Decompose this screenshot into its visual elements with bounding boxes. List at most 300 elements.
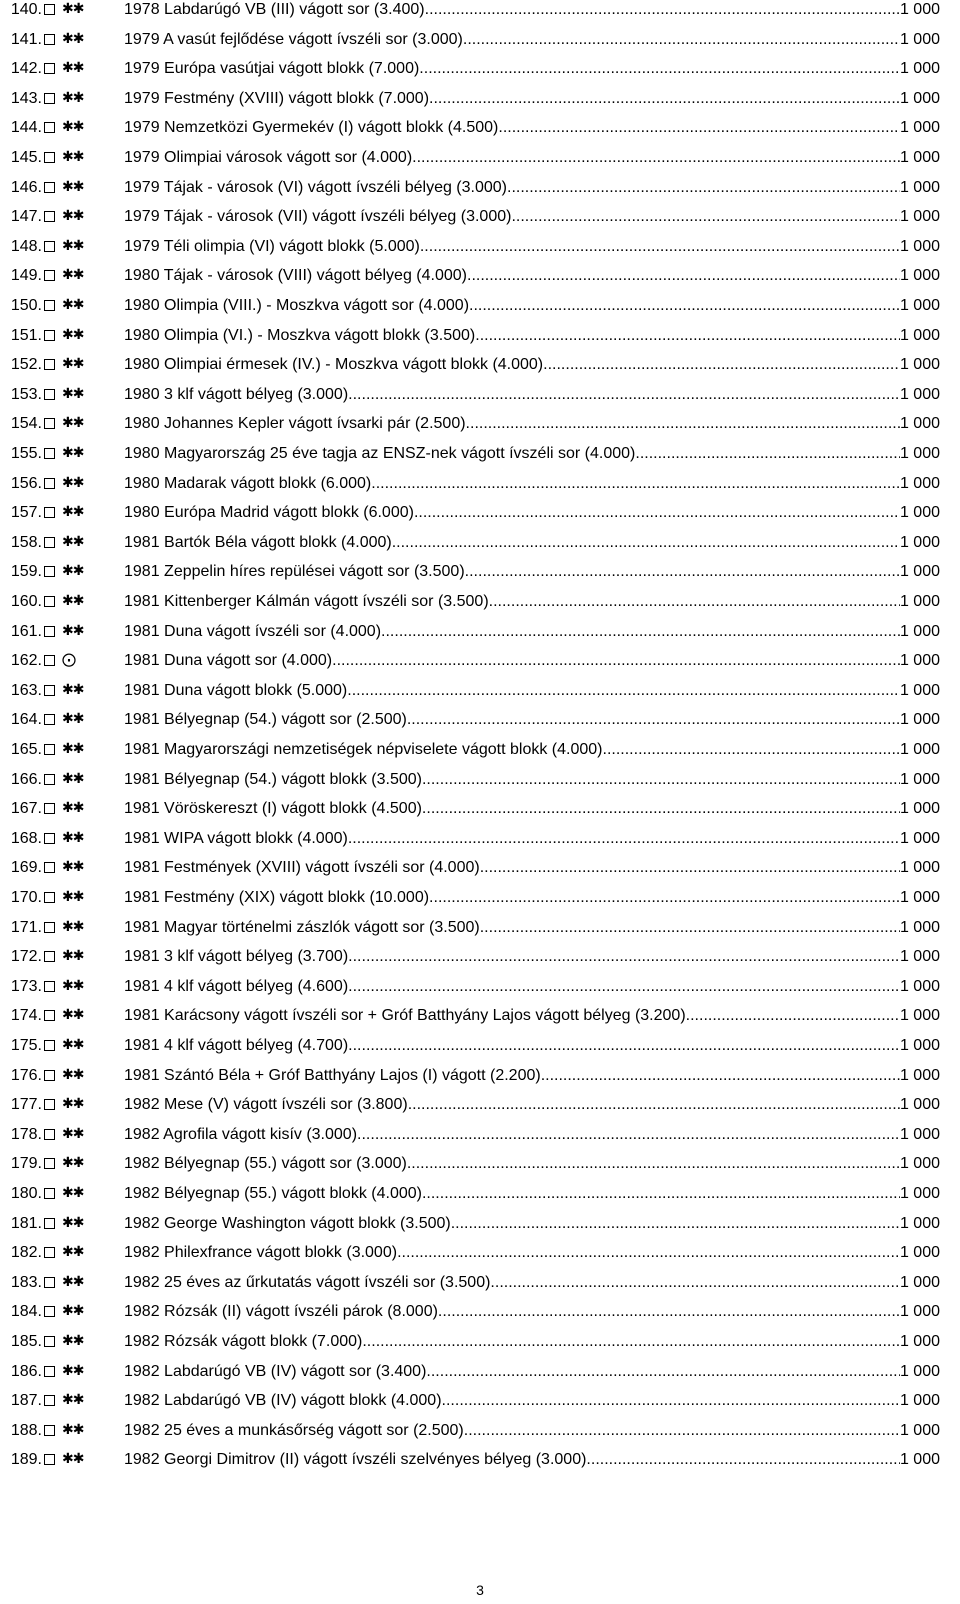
item-description: 1980 3 klf vágott bélyeg (3.000)	[124, 385, 349, 403]
item-description: 1981 Festmények (XVIII) vágott ívszéli sor (4.000)	[124, 859, 480, 877]
item-number: 156.	[10, 474, 42, 492]
item-number: 152.	[10, 356, 42, 374]
list-item	[0, 0, 960, 30]
item-line	[124, 1066, 940, 1086]
item-price: 1 000	[899, 770, 940, 788]
item-description: 1980 Európa Madrid vágott blokk (6.000)	[124, 504, 414, 522]
dot-leader	[442, 1391, 900, 1411]
item-description: 1982 Agrofila vágott kisív (3.000)	[124, 1125, 358, 1143]
item-price: 1 000	[899, 1333, 940, 1350]
dot-leader	[480, 858, 900, 878]
item-price: 1 000	[899, 297, 940, 314]
condition-icon: ✱✱	[62, 889, 84, 905]
item-number: 160.	[10, 593, 42, 610]
item-price: 1 000	[899, 1096, 940, 1114]
checkbox-icon	[44, 1425, 55, 1436]
dot-leader	[465, 562, 900, 582]
item-line	[124, 681, 940, 701]
condition-icon: ✱✱	[62, 267, 84, 284]
condition-icon: ✱✱	[62, 593, 84, 609]
dot-leader	[464, 1421, 900, 1441]
checkbox-icon	[44, 537, 55, 548]
item-number: 151.	[10, 326, 42, 344]
item-number: 146.	[10, 178, 42, 196]
item-price: 1 000	[899, 1125, 940, 1143]
checkbox-icon	[44, 714, 55, 725]
condition-icon: ✱✱	[62, 237, 84, 254]
item-description: 1979 Tájak - városok (VI) vágott ívszéli bélyeg (3.000)	[124, 178, 507, 196]
condition-icon: ✱✱	[62, 60, 84, 77]
dot-leader	[357, 1125, 900, 1145]
checkbox-icon	[44, 1454, 55, 1465]
item-description: 1982 Mese (V) vágott ívszéli sor (3.800)	[124, 1096, 408, 1114]
item-description: 1981 Duna vágott ívszéli sor (4.000)	[124, 622, 382, 640]
dot-leader	[586, 1450, 900, 1470]
item-description: 1982 Philexfrance vágott blokk (3.000)	[124, 1244, 398, 1262]
checkbox-icon	[44, 833, 55, 844]
item-price: 1 000	[899, 504, 940, 522]
item-price: 1 000	[899, 1303, 940, 1321]
item-number: 189.	[10, 1451, 42, 1469]
condition-icon: ✱✱	[62, 1244, 84, 1261]
checkbox-icon	[44, 951, 55, 962]
checkbox-icon	[44, 418, 55, 429]
checkbox-icon	[44, 1218, 55, 1229]
item-number: 187.	[10, 1392, 42, 1410]
condition-icon: ✱✱	[62, 149, 84, 165]
item-number: 169.	[10, 859, 42, 877]
item-price: 1 000	[899, 1214, 940, 1232]
condition-icon: ✱✱	[62, 30, 84, 47]
condition-icon: ✱✱	[62, 859, 84, 876]
list-item	[0, 681, 960, 711]
list-item	[0, 710, 960, 740]
item-number: 172.	[10, 948, 42, 966]
condition-icon: ✱✱	[62, 297, 84, 313]
item-price: 1 000	[899, 563, 940, 581]
item-number: 158.	[10, 533, 42, 551]
dot-leader	[467, 266, 900, 286]
item-line	[124, 89, 940, 109]
item-description: 1978 Labdarúgó VB (III) vágott sor (3.400)	[124, 1, 425, 18]
item-line	[124, 355, 940, 375]
checkbox-icon	[44, 1247, 55, 1258]
condition-icon: ✱✱	[62, 711, 84, 728]
item-line	[124, 296, 940, 316]
item-price: 1 000	[899, 119, 940, 137]
dot-leader	[635, 444, 900, 464]
item-line	[124, 1421, 940, 1441]
checkbox-icon	[44, 1277, 55, 1288]
item-number: 186.	[10, 1362, 42, 1380]
item-description: 1980 Olimpia (VI.) - Moszkva vágott blokk (3.500)	[124, 326, 476, 344]
item-number: 154.	[10, 415, 42, 433]
item-number: 142.	[10, 60, 42, 78]
item-price: 1 000	[899, 178, 940, 196]
dot-leader	[475, 326, 900, 346]
item-price: 1 000	[899, 415, 940, 433]
dot-leader	[347, 681, 900, 701]
item-description: 1982 Bélyegnap (55.) vágott sor (3.000)	[124, 1155, 407, 1173]
condition-icon: ✱✱	[62, 770, 84, 787]
item-line	[124, 1391, 940, 1411]
list-item	[0, 355, 960, 385]
checkbox-icon	[44, 478, 55, 489]
item-description: 1981 Bartók Béla vágott blokk (4.000)	[124, 533, 392, 551]
item-price: 1 000	[899, 474, 940, 492]
item-number: 181.	[10, 1214, 42, 1232]
item-description: 1979 Európa vasútjai vágott blokk (7.000)	[124, 60, 420, 78]
condition-icon: ✱✱	[62, 385, 84, 402]
condition-icon: ✱✱	[62, 1392, 84, 1409]
list-item	[0, 829, 960, 859]
item-price: 1 000	[899, 652, 940, 670]
dot-leader	[498, 118, 900, 138]
checkbox-icon	[44, 1070, 55, 1081]
dot-leader	[348, 947, 900, 967]
item-price: 1 000	[899, 977, 940, 995]
dot-leader	[348, 829, 900, 849]
item-price: 1 000	[899, 326, 940, 344]
item-line	[124, 385, 940, 405]
item-price: 1 000	[899, 918, 940, 936]
condition-icon: ⨀	[62, 652, 75, 669]
list-item	[0, 1450, 960, 1480]
item-number: 153.	[10, 385, 42, 403]
condition-icon: ✱✱	[62, 356, 84, 373]
item-number: 159.	[10, 563, 42, 581]
item-line	[124, 858, 940, 878]
item-number: 182.	[10, 1244, 42, 1262]
list-item	[0, 207, 960, 237]
checkbox-icon	[44, 1336, 55, 1347]
item-number: 170.	[10, 889, 42, 906]
item-description: 1981 Magyarországi nemzetiségek népviselete vágott blokk (4.000)	[124, 741, 603, 758]
item-price: 1 000	[899, 1421, 940, 1439]
list-item	[0, 444, 960, 474]
item-description: 1981 4 klf vágott bélyeg (4.600)	[124, 977, 349, 995]
item-line	[124, 918, 940, 938]
condition-icon: ✱✱	[62, 1185, 84, 1201]
item-description: 1979 Tájak - városok (VII) vágott ívszéli bélyeg (3.000)	[124, 208, 512, 226]
item-number: 143.	[10, 89, 42, 107]
list-item	[0, 770, 960, 800]
item-description: 1980 Olimpia (VIII.) - Moszkva vágott sor (4.000)	[124, 297, 470, 314]
item-number: 155.	[10, 445, 42, 462]
item-number: 184.	[10, 1303, 42, 1321]
dot-leader	[348, 1036, 900, 1056]
dot-leader	[422, 770, 900, 790]
list-item	[0, 1095, 960, 1125]
checkbox-icon	[44, 1040, 55, 1051]
item-line	[124, 947, 940, 967]
item-price: 1 000	[899, 60, 940, 78]
item-number: 171.	[10, 918, 42, 936]
item-description: 1981 Duna vágott sor (4.000)	[124, 652, 333, 670]
dot-leader	[392, 533, 900, 553]
item-price: 1 000	[899, 681, 940, 699]
list-item	[0, 622, 960, 652]
dot-leader	[420, 237, 900, 257]
checkbox-icon	[44, 152, 55, 163]
condition-icon: ✱✱	[62, 800, 84, 817]
dot-leader	[451, 1214, 900, 1234]
condition-icon: ✱✱	[62, 533, 84, 550]
item-number: 161.	[10, 622, 42, 640]
dot-leader	[429, 89, 900, 109]
condition-icon: ✱✱	[62, 415, 84, 432]
list-item	[0, 266, 960, 296]
checkbox-icon	[44, 241, 55, 252]
dot-leader	[348, 385, 900, 405]
item-line	[124, 474, 940, 494]
item-line	[124, 888, 940, 908]
item-description: 1981 Duna vágott blokk (5.000)	[124, 681, 348, 699]
dot-leader	[407, 1154, 900, 1174]
list-item	[0, 414, 960, 444]
item-line	[124, 59, 940, 79]
dot-leader	[541, 1066, 900, 1086]
condition-icon: ✱✱	[62, 1037, 84, 1053]
checkbox-icon	[44, 1395, 55, 1406]
dot-leader	[419, 59, 900, 79]
item-price: 1 000	[899, 859, 940, 877]
item-description: 1981 Bélyegnap (54.) vágott blokk (3.500)	[124, 770, 422, 788]
item-line	[124, 0, 940, 20]
item-line	[124, 1214, 940, 1234]
checkbox-icon	[44, 1099, 55, 1110]
condition-icon: ✱✱	[62, 1125, 84, 1142]
item-line	[124, 1006, 940, 1026]
checkbox-icon	[44, 1188, 55, 1199]
checkbox-icon	[44, 1010, 55, 1021]
checkbox-icon	[44, 1129, 55, 1140]
item-price: 1 000	[899, 741, 940, 758]
condition-icon: ✱✱	[62, 1096, 84, 1113]
item-price: 1 000	[899, 1244, 940, 1262]
list-item	[0, 888, 960, 918]
dot-leader	[426, 1362, 900, 1382]
checkbox-icon	[44, 744, 55, 755]
dot-leader	[407, 710, 900, 730]
checkbox-icon	[44, 685, 55, 696]
checkbox-icon	[44, 448, 55, 459]
dot-leader	[603, 740, 900, 760]
item-price: 1 000	[899, 1037, 940, 1054]
item-line	[124, 30, 940, 50]
checkbox-icon	[44, 596, 55, 607]
dot-leader	[480, 918, 900, 938]
dot-leader	[332, 651, 900, 671]
condition-icon: ✱✱	[62, 119, 84, 136]
item-line	[124, 207, 940, 227]
item-description: 1979 Olimpiai városok vágott sor (4.000)	[124, 149, 413, 166]
list-item	[0, 1421, 960, 1451]
item-number: 175.	[10, 1037, 42, 1054]
checkbox-icon	[44, 803, 55, 814]
checkbox-icon	[44, 389, 55, 400]
item-price: 1 000	[899, 800, 940, 818]
checkbox-icon	[44, 566, 55, 577]
item-number: 148.	[10, 237, 42, 255]
item-line	[124, 414, 940, 434]
condition-icon: ✱✱	[62, 1303, 84, 1320]
item-price: 1 000	[899, 356, 940, 374]
item-description: 1981 Szántó Béla + Gróf Batthyány Lajos (I) vágott (2.200)	[124, 1066, 541, 1084]
item-description: 1981 3 klf vágott bélyeg (3.700)	[124, 948, 349, 966]
item-line	[124, 1036, 940, 1056]
item-price: 1 000	[899, 267, 940, 285]
item-number: 140.	[10, 1, 42, 18]
item-line	[124, 829, 940, 849]
item-number: 173.	[10, 977, 42, 995]
item-line	[124, 1273, 940, 1293]
item-description: 1982 Rózsák vágott blokk (7.000)	[124, 1333, 363, 1350]
checkbox-icon	[44, 1366, 55, 1377]
dot-leader	[466, 414, 900, 434]
item-line	[124, 1125, 940, 1145]
condition-icon: ✱✱	[62, 1, 84, 17]
checkbox-icon	[44, 330, 55, 341]
dot-leader	[507, 178, 900, 198]
item-line	[124, 651, 940, 671]
item-price: 1 000	[899, 208, 940, 226]
dot-leader	[438, 1302, 900, 1322]
dot-leader	[425, 0, 900, 20]
item-number: 179.	[10, 1155, 42, 1173]
item-number: 144.	[10, 119, 42, 137]
dot-leader	[686, 1006, 900, 1026]
item-price: 1 000	[899, 1392, 940, 1410]
item-line	[124, 326, 940, 346]
checkbox-icon	[44, 507, 55, 518]
dot-leader	[408, 1095, 900, 1115]
item-description: 1980 Madarak vágott blokk (6.000)	[124, 474, 372, 492]
list-item	[0, 858, 960, 888]
item-price: 1 000	[899, 533, 940, 551]
condition-icon: ✱✱	[62, 326, 84, 343]
list-item	[0, 178, 960, 208]
checkbox-icon	[44, 300, 55, 311]
item-description: 1980 Olimpiai érmesek (IV.) - Moszkva vágott blokk (4.000)	[124, 356, 544, 374]
condition-icon: ✱✱	[62, 1214, 84, 1231]
condition-icon: ✱✱	[62, 829, 84, 846]
condition-icon: ✱✱	[62, 1333, 84, 1349]
condition-icon: ✱✱	[62, 948, 84, 965]
condition-icon: ✱✱	[62, 445, 84, 461]
dot-leader	[422, 799, 900, 819]
list-item	[0, 296, 960, 326]
item-description: 1981 Bélyegnap (54.) vágott sor (2.500)	[124, 711, 407, 729]
condition-icon: ✱✱	[62, 681, 84, 698]
item-number: 167.	[10, 800, 42, 818]
dot-leader	[422, 1184, 900, 1204]
list-item	[0, 1006, 960, 1036]
condition-icon: ✱✱	[62, 622, 84, 639]
list-item	[0, 1273, 960, 1303]
item-line	[124, 1095, 940, 1115]
item-price: 1 000	[899, 237, 940, 255]
list-item	[0, 1125, 960, 1155]
condition-icon: ✱✱	[62, 89, 84, 106]
list-item	[0, 918, 960, 948]
item-description: 1981 Magyar történelmi zászlók vágott sor (3.500)	[124, 918, 480, 936]
dot-leader	[511, 207, 900, 227]
item-price: 1 000	[899, 1007, 940, 1025]
item-price: 1 000	[899, 889, 940, 906]
item-line	[124, 799, 940, 819]
item-description: 1979 Festmény (XVIII) vágott blokk (7.000)	[124, 89, 430, 107]
dot-leader	[463, 30, 900, 50]
item-line	[124, 1362, 940, 1382]
list-item	[0, 1362, 960, 1392]
condition-icon: ✱✱	[62, 474, 84, 491]
dot-leader	[543, 355, 900, 375]
checkbox-icon	[44, 63, 55, 74]
item-line	[124, 444, 940, 464]
item-line	[124, 533, 940, 553]
list-item	[0, 740, 960, 770]
item-line	[124, 503, 940, 523]
checkbox-icon	[44, 93, 55, 104]
checkbox-icon	[44, 626, 55, 637]
list-item	[0, 1214, 960, 1244]
item-line	[124, 178, 940, 198]
item-price: 1 000	[899, 1362, 940, 1380]
dot-leader	[348, 977, 900, 997]
item-number: 168.	[10, 829, 42, 847]
list-item	[0, 1184, 960, 1214]
list-item	[0, 237, 960, 267]
list-item	[0, 533, 960, 563]
dot-leader	[362, 1332, 900, 1352]
item-line	[124, 622, 940, 642]
item-price: 1 000	[899, 711, 940, 729]
item-line	[124, 1332, 940, 1352]
item-price: 1 000	[899, 89, 940, 107]
condition-icon: ✱✱	[62, 1273, 84, 1290]
condition-icon: ✱✱	[62, 1421, 84, 1438]
checkbox-icon	[44, 270, 55, 281]
checkbox-icon	[44, 182, 55, 193]
item-price: 1 000	[899, 1155, 940, 1173]
item-description: 1979 Téli olimpia (VI) vágott blokk (5.000)	[124, 237, 420, 255]
list-item	[0, 1302, 960, 1332]
item-price: 1 000	[899, 149, 940, 166]
item-line	[124, 237, 940, 257]
condition-icon: ✱✱	[62, 178, 84, 195]
item-description: 1981 Karácsony vágott ívszéli sor + Gróf Batthyány Lajos vágott bélyeg (3.200)	[124, 1007, 686, 1025]
item-description: 1981 WIPA vágott blokk (4.000)	[124, 829, 348, 847]
list-item	[0, 977, 960, 1007]
list-item	[0, 1332, 960, 1362]
item-price: 1 000	[899, 385, 940, 403]
dot-leader	[412, 148, 900, 168]
list-item	[0, 59, 960, 89]
checkbox-icon	[44, 122, 55, 133]
item-description: 1981 Zeppelin híres repülései vágott sor (3.500)	[124, 563, 465, 581]
list-item	[0, 799, 960, 829]
list-item	[0, 385, 960, 415]
item-number: 162.	[10, 652, 42, 670]
list-item	[0, 118, 960, 148]
condition-icon: ✱✱	[62, 1155, 84, 1172]
condition-icon: ✱✱	[62, 1451, 84, 1468]
dot-leader	[397, 1243, 900, 1263]
item-description: 1982 25 éves az űrkutatás vágott ívszéli sor (3.500)	[124, 1273, 491, 1291]
list-item	[0, 503, 960, 533]
item-number: 188.	[10, 1421, 42, 1439]
